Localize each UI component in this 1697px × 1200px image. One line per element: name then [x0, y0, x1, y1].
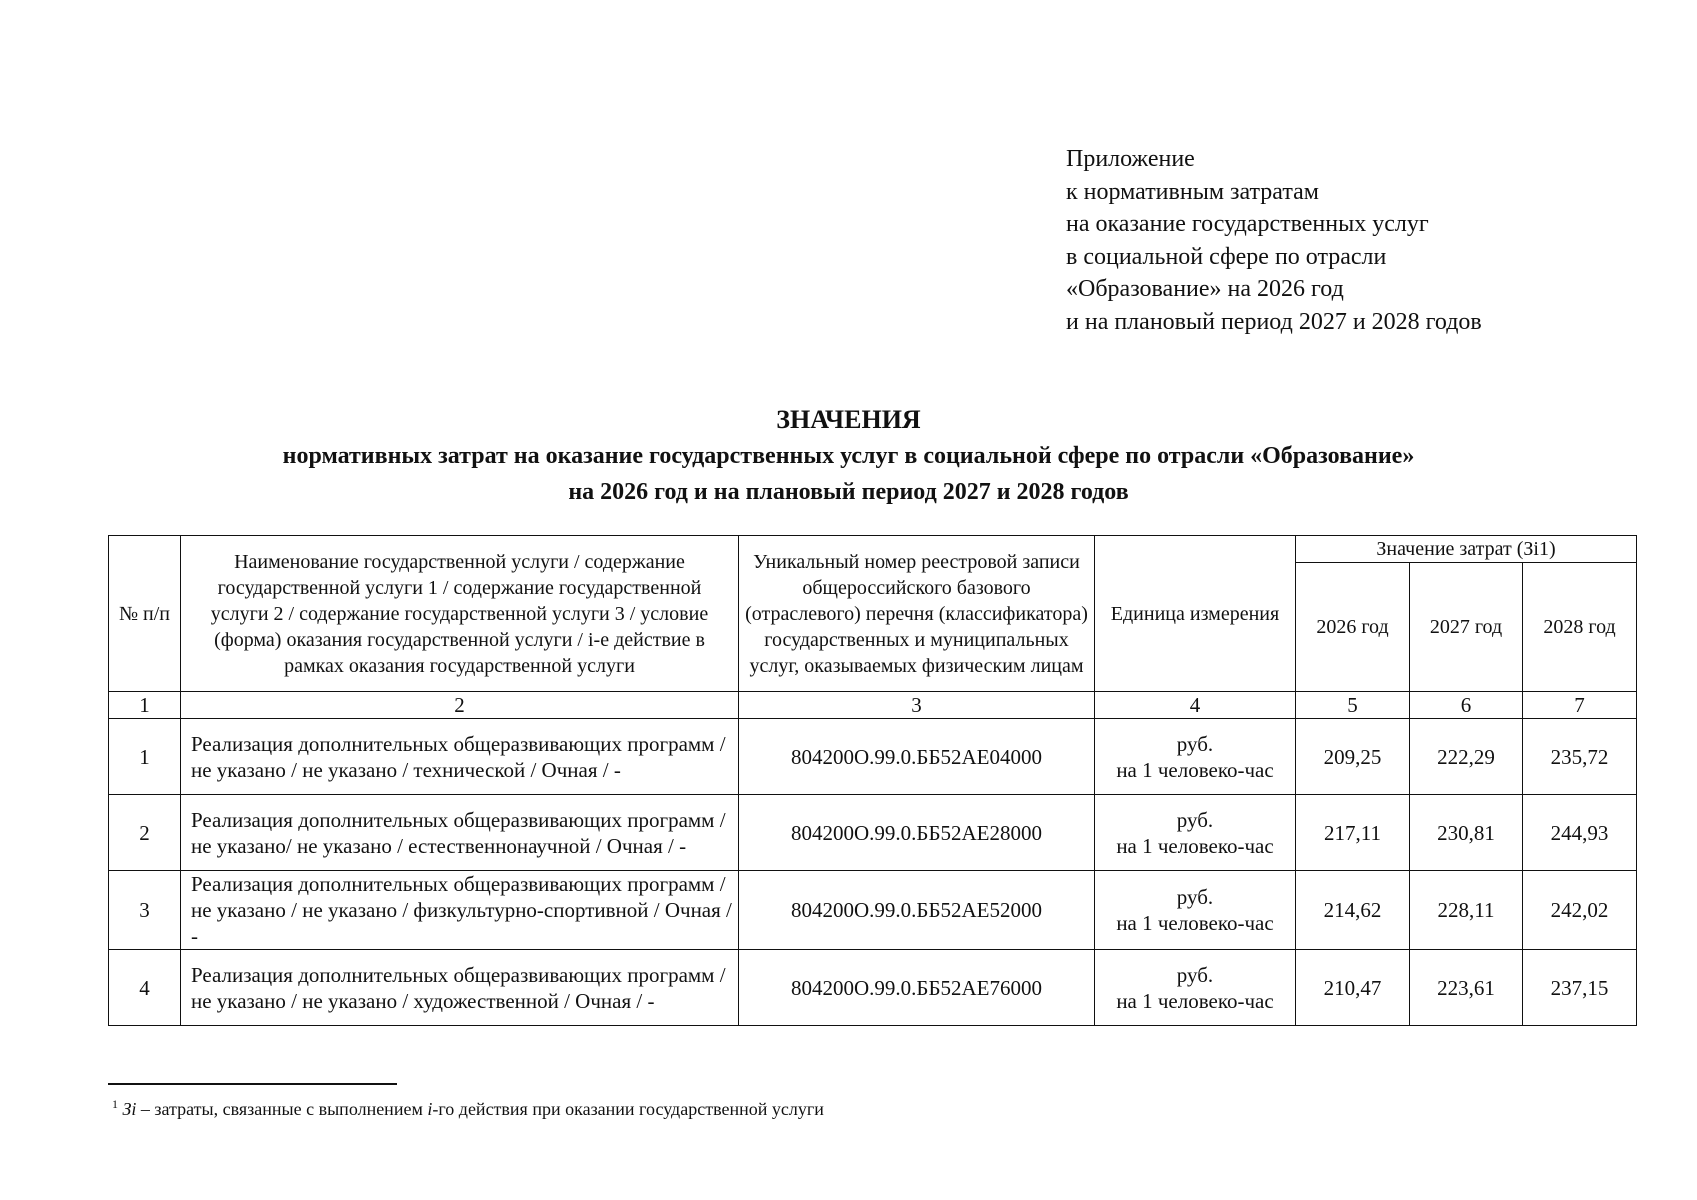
row-num: 3: [109, 871, 181, 950]
row-unit: [1095, 795, 1296, 871]
column-number-row: [109, 692, 1637, 719]
row-value-2028: 235,72: [1523, 719, 1637, 795]
header-registry: Уникальный номер реестровой записи общероссийского базового (отраслевого) перечня (классификатора) государственных и муниципальных услуг, оказываемых физическим лицам: [739, 536, 1095, 692]
row-service-name: Реализация дополнительных общеразвивающих программ / не указано / не указано / технической / Очная / -: [181, 719, 739, 795]
appendix-block: [1066, 143, 1482, 339]
title-line3: на 2026 год и на плановый период 2027 и 2028 годов: [568, 479, 1129, 505]
row-registry-number: 804200О.99.0.ББ52АЕ04000: [739, 719, 1095, 795]
costs-table: [108, 535, 1637, 1026]
row-value-2026: 210,47: [1296, 950, 1410, 1026]
unit-line1: руб.: [1176, 962, 1214, 987]
table-row: [109, 795, 1637, 871]
row-registry-number: 804200О.99.0.ББ52АЕ52000: [739, 871, 1095, 950]
appendix-line: и на плановый период 2027 и 2028 годов: [1066, 308, 1482, 335]
header-year-2026: 2026 год: [1296, 563, 1410, 692]
unit-line2: на 1 человеко-час: [1116, 757, 1274, 782]
unit-line2: на 1 человеко-час: [1116, 911, 1274, 935]
table-row: [109, 719, 1637, 795]
row-value-2026: 217,11: [1296, 795, 1410, 871]
row-service-name: Реализация дополнительных общеразвивающих программ / не указано / не указано / художественной / Очная / -: [181, 950, 739, 1026]
appendix-line: Приложение: [1066, 146, 1195, 172]
row-unit: [1095, 719, 1296, 795]
unit-line1: руб.: [1176, 885, 1214, 909]
unit-line1: руб.: [1176, 731, 1214, 756]
row-service-name: Реализация дополнительных общеразвивающих программ / не указано/ не указано / естественнонаучной / Очная / -: [181, 795, 739, 871]
header-year-2028: 2028 год: [1523, 563, 1637, 692]
row-value-2027: 222,29: [1410, 719, 1523, 795]
row-value-2027: 223,61: [1410, 950, 1523, 1026]
footnote-italic-i: i: [427, 1099, 433, 1119]
footnote: [112, 1097, 824, 1120]
header-num: № п/п: [109, 536, 181, 692]
appendix-line: на оказание государственных услуг: [1066, 211, 1429, 238]
row-service-name: Реализация дополнительных общеразвивающих программ / не указано / не указано / физкультурно-спортивной / Очная / -: [181, 871, 739, 950]
row-value-2027: 228,11: [1410, 871, 1523, 950]
column-number: 1: [109, 692, 181, 719]
row-registry-number: 804200О.99.0.ББ52АЕ76000: [739, 950, 1095, 1026]
document-title: [0, 402, 1697, 510]
row-value-2028: 242,02: [1523, 871, 1637, 950]
table-row: [109, 950, 1637, 1026]
row-num: 4: [109, 950, 181, 1026]
column-number: 7: [1523, 692, 1637, 719]
appendix-line: к нормативным затратам: [1066, 178, 1319, 205]
row-value-2027: 230,81: [1410, 795, 1523, 871]
table-row: [109, 871, 1637, 950]
footnote-text-before: – затраты, связанные с выполнением: [136, 1099, 428, 1119]
unit-line1: руб.: [1176, 807, 1214, 832]
column-number: 6: [1410, 692, 1523, 719]
row-num: 2: [109, 795, 181, 871]
row-registry-number: 804200О.99.0.ББ52АЕ28000: [739, 795, 1095, 871]
row-unit: [1095, 950, 1296, 1026]
unit-line2: на 1 человеко-час: [1116, 833, 1274, 858]
footnote-symbol: Зi: [122, 1099, 137, 1119]
row-unit: [1095, 871, 1296, 950]
header-cost-group: Значение затрат (Зi1): [1296, 536, 1637, 563]
header-unit: Единица измерения: [1095, 536, 1296, 692]
title-line2: нормативных затрат на оказание государственных услуг в социальной сфере по отрасли «Образование»: [282, 443, 1415, 469]
column-number: 5: [1296, 692, 1410, 719]
footnote-text-after: -го действия при оказании государственной услуги: [432, 1099, 824, 1119]
header-row: [109, 536, 1637, 563]
footnote-divider: [108, 1083, 397, 1085]
unit-line2: на 1 человеко-час: [1116, 988, 1274, 1013]
row-value-2026: 214,62: [1296, 871, 1410, 950]
column-number: 2: [181, 692, 739, 719]
title-main: ЗНАЧЕНИЯ: [776, 405, 921, 434]
column-number: 4: [1095, 692, 1296, 719]
header-name: Наименование государственной услуги / содержание государственной услуги 1 / содержание государственной услуги 2 / содержание государственной услуги 3 / условие (форма) оказания государственной услуги / i-е действие в рамках оказания государственной услуги: [181, 536, 739, 692]
row-num: 1: [109, 719, 181, 795]
row-value-2028: 244,93: [1523, 795, 1637, 871]
footnote-mark: 1: [112, 1097, 118, 1111]
row-value-2026: 209,25: [1296, 719, 1410, 795]
header-year-2027: 2027 год: [1410, 563, 1523, 692]
appendix-line: в социальной сфере по отрасли: [1066, 243, 1387, 270]
column-number: 3: [739, 692, 1095, 719]
row-value-2028: 237,15: [1523, 950, 1637, 1026]
appendix-line: «Образование» на 2026 год: [1066, 276, 1344, 303]
